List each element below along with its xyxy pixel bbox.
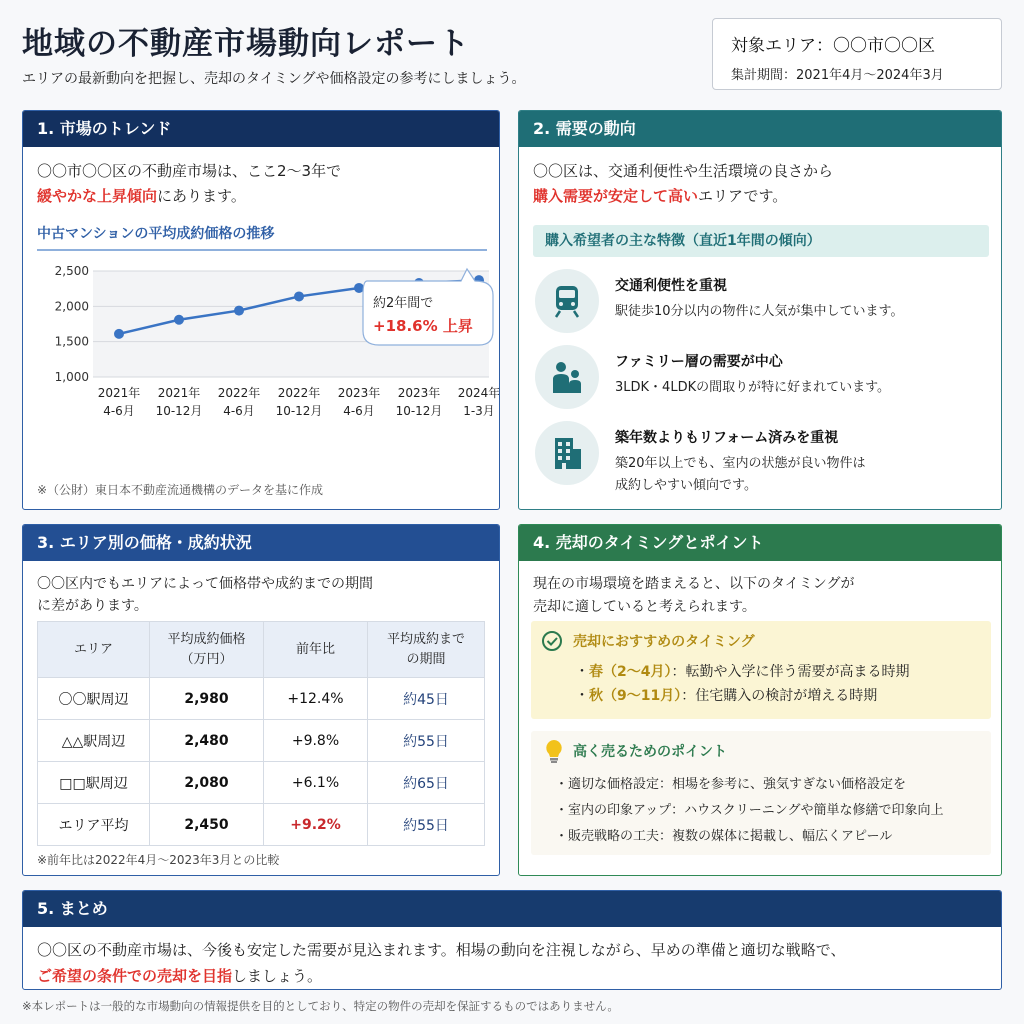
- market-trend-lead-line1: 〇〇市〇〇区の不動産市場は、ここ2〜3年で: [37, 162, 342, 180]
- timing-season: 秋（9〜11月）: [589, 688, 682, 704]
- sales-timing-panel: [518, 524, 1002, 876]
- area-price-lead: [23, 561, 499, 617]
- page-subtitle: エリアの最新動向を把握し、売却のタイミングや価格設定の参考にしましょう。: [22, 71, 526, 87]
- feature-title: 交通利便性を重視: [615, 278, 727, 294]
- cell-yoy: +12.4%: [264, 678, 368, 720]
- timing-desc: ：転勤や入学に伴う需要が高まる時期: [671, 664, 910, 680]
- trend-highlight: 緩やかな上昇傾向: [37, 187, 158, 205]
- demand-highlight: 購入需要が安定して高い: [533, 187, 699, 205]
- market-trend-heading: 1. 市場のトレンド: [23, 111, 499, 147]
- cell-days: 約45日: [368, 678, 485, 720]
- x-tick-label: 2024年: [457, 386, 501, 400]
- page-title: 地域の不動産市場動向レポート: [22, 26, 470, 62]
- feature-desc-line1: 築20年以上でも、室内の状態が良い物件は: [615, 456, 866, 471]
- feature-title: 築年数よりもリフォーム済みを重視: [615, 430, 839, 446]
- market-trend-panel: [22, 110, 500, 510]
- selling-points-title: 高く売るためのポイント: [573, 744, 727, 760]
- y-tick-label: 1,500: [54, 334, 89, 349]
- column-header-text: 平均成約価格: [167, 631, 246, 647]
- price-trend-chart: [23, 251, 500, 476]
- selling-point: ・適切な価格設定：相場を参考に、強気すぎない価格設定を: [555, 777, 907, 792]
- y-tick-label: 2,000: [54, 299, 89, 314]
- timing-desc: ：住宅購入の検討が増える時期: [681, 688, 878, 704]
- feature-title: ファミリー層の需要が中心: [615, 354, 783, 370]
- check-circle-icon: [541, 630, 563, 652]
- family-icon-circle: [535, 345, 599, 409]
- sales-timing-lead: [519, 561, 1001, 619]
- x-tick-label: 2021年: [157, 386, 201, 400]
- area-price-lead-line2: に差があります。: [37, 598, 148, 614]
- column-header-area: [38, 622, 150, 678]
- data-point: [174, 315, 184, 325]
- column-header-text: （万円）: [180, 651, 233, 667]
- cell-days: 約55日: [368, 804, 485, 846]
- x-tick-label: 2023年: [397, 386, 441, 400]
- x-tick-label: 10-12月: [395, 404, 443, 418]
- timing-item: ・春（2〜4月）：転勤や入学に伴う需要が高まる時期: [575, 664, 910, 680]
- column-header-days: [368, 622, 485, 678]
- table-note: ※前年比は2022年4月〜2023年3月との比較: [37, 853, 280, 867]
- selling-point: ・販売戦略の工夫：複数の媒体に掲載し、幅広くアピール: [555, 829, 893, 844]
- summary-heading: 5. まとめ: [23, 891, 1001, 927]
- feature-desc: [615, 453, 866, 497]
- x-tick-label: 2021年: [97, 386, 141, 400]
- x-tick-label: 4-6月: [103, 404, 135, 418]
- timing-item: ・秋（9〜11月）：住宅購入の検討が増える時期: [575, 688, 878, 704]
- column-header-text: の期間: [406, 651, 446, 667]
- callout-highlight: +18.6% 上昇: [373, 317, 473, 335]
- sales-timing-lead-line1: 現在の市場環境を踏まえると、以下のタイミングが: [533, 576, 855, 592]
- column-header-text: 平均成約まで: [386, 631, 465, 647]
- x-tick-label: 4-6月: [343, 404, 375, 418]
- sales-timing-lead-line2: 売却に適していると考えられます。: [533, 599, 756, 615]
- target-area: 対象エリア：〇〇市〇〇区: [731, 36, 935, 56]
- summary-text: [23, 927, 1001, 989]
- area-price-heading: 3. エリア別の価格・成約状況: [23, 525, 499, 561]
- table-row: [38, 678, 485, 720]
- demand-lead-line2: [533, 184, 1001, 209]
- y-tick-label: 2,500: [54, 264, 89, 278]
- cell-area: エリア平均: [38, 804, 150, 846]
- x-tick-label: 2022年: [277, 386, 321, 400]
- x-tick-label: 4-6月: [223, 404, 255, 418]
- data-point: [114, 329, 124, 339]
- x-tick-label: 1-3月: [463, 404, 495, 418]
- recommended-timing-box: [531, 621, 991, 719]
- report-header: [22, 18, 1002, 98]
- feature-transport: [535, 269, 985, 339]
- column-header-text: エリア: [73, 641, 113, 657]
- table-row-average: [38, 804, 485, 846]
- column-header-price: [150, 622, 264, 678]
- area-price-table: [37, 621, 485, 846]
- column-header-yoy: [264, 622, 368, 678]
- cell-yoy: +9.8%: [264, 720, 368, 762]
- feature-desc-line1: 駅徒歩10分以内の物件に人気が集中しています。: [615, 304, 904, 319]
- feature-renovation: [535, 421, 985, 491]
- summary-line2-rest: しましょう。: [232, 967, 323, 985]
- summary-panel: [22, 890, 1002, 990]
- train-icon: [549, 283, 585, 319]
- demand-lead-rest: エリアです。: [698, 187, 788, 205]
- x-tick-label: 2023年: [337, 386, 381, 400]
- summary-highlight: ご希望の条件での売却を目指: [37, 967, 233, 985]
- cell-days: 約55日: [368, 720, 485, 762]
- cell-days: 約65日: [368, 762, 485, 804]
- table-row: [38, 720, 485, 762]
- cell-area: 〇〇駅周辺: [38, 678, 150, 720]
- cell-price: 2,980: [150, 678, 264, 720]
- train-icon-circle: [535, 269, 599, 333]
- summary-line1: 〇〇区の不動産市場は、今後も安定した需要が見込まれます。相場の動向を注視しながら、早めの準備と適切な戦略で、: [37, 941, 846, 959]
- buyer-features-band: 購入希望者の主な特徴（直近1年間の傾向）: [533, 225, 989, 257]
- x-tick-label: 10-12月: [155, 404, 203, 418]
- table-header-row: [38, 622, 485, 678]
- lightbulb-icon: [543, 738, 565, 764]
- cell-yoy: +9.2%: [264, 804, 368, 846]
- cell-price: 2,450: [150, 804, 264, 846]
- feature-desc: [615, 301, 904, 323]
- chart-title: 中古マンションの平均成約価格の推移: [37, 223, 487, 251]
- demand-lead-line1: 〇〇区は、交通利便性や生活環境の良さから: [533, 162, 834, 180]
- cell-area: △△駅周辺: [38, 720, 150, 762]
- sales-timing-heading: 4. 売却のタイミングとポイント: [519, 525, 1001, 561]
- feature-desc-line1: 3LDK・4LDKの間取りが特に好まれています。: [615, 380, 891, 395]
- demand-panel: [518, 110, 1002, 510]
- callout-text: 約2年間で: [373, 296, 434, 311]
- data-point: [234, 306, 244, 316]
- market-trend-lead-line2: [37, 184, 499, 209]
- demand-lead: [519, 147, 1001, 209]
- timing-season: 春（2〜4月）: [589, 664, 672, 680]
- recommended-timing-title: 売却におすすめのタイミング: [573, 634, 755, 650]
- chart-source: ※（公財）東日本不動産流通機構のデータを基に作成: [37, 483, 324, 497]
- feature-desc: [615, 377, 890, 399]
- family-icon: [549, 359, 585, 395]
- x-tick-label: 2022年: [217, 386, 261, 400]
- table-row: [38, 762, 485, 804]
- cell-price: 2,080: [150, 762, 264, 804]
- data-point: [294, 291, 304, 301]
- x-tick-label: 10-12月: [275, 404, 323, 418]
- disclaimer-footnote: ※本レポートは一般的な市場動向の情報提供を目的としており、特定の物件の売却を保証するものではありません。: [22, 999, 619, 1013]
- report-meta-box: [712, 18, 1002, 90]
- summary-line2: [37, 963, 1001, 989]
- area-price-panel: [22, 524, 500, 876]
- trend-lead-rest: にあります。: [157, 187, 246, 205]
- feature-desc-line2: 成約しやすい傾向です。: [615, 478, 757, 493]
- area-price-lead-line1: 〇〇区内でもエリアによって価格帯や成約までの期間: [37, 576, 373, 592]
- demand-heading: 2. 需要の動向: [519, 111, 1001, 147]
- column-header-text: 前年比: [295, 641, 335, 657]
- building-icon-circle: [535, 421, 599, 485]
- collection-period: 集計期間：2021年4月〜2024年3月: [731, 68, 944, 83]
- selling-point: ・室内の印象アップ：ハウスクリーニングや簡単な修繕で印象向上: [555, 803, 944, 818]
- building-icon: [549, 435, 585, 471]
- selling-points-box: [531, 731, 991, 855]
- feature-family: [535, 345, 985, 415]
- cell-price: 2,480: [150, 720, 264, 762]
- cell-yoy: +6.1%: [264, 762, 368, 804]
- y-tick-label: 1,000: [54, 370, 89, 384]
- cell-area: □□駅周辺: [38, 762, 150, 804]
- market-trend-lead: [23, 147, 499, 209]
